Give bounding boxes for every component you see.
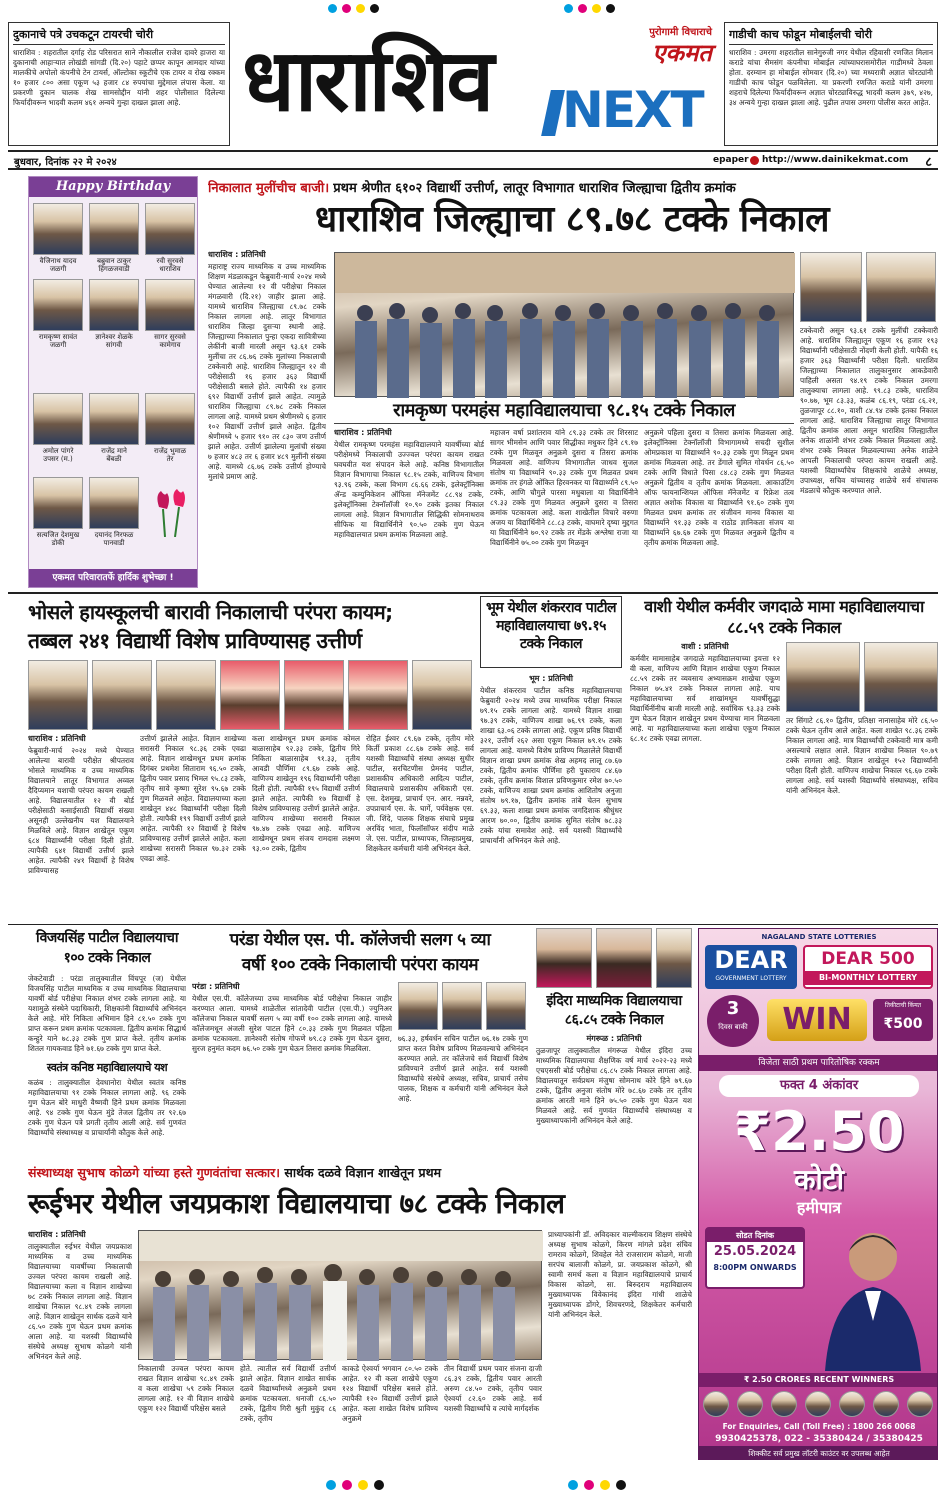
bhosale-col-1-text: फेब्रुवारी-मार्च २०२४ मध्ये घेण्यात आलेल्या बारावी परीक्षेत श्रीपतराव भोसले माध्यमिक व उच्च माध्यमिक विद्यालयाने लातूर विभागात अव्वल दैदिप्यमान यशाची परंपरा कायम राखली आहे. विद्यालयातील १२ वी बोर्ड परीक्षेसाठी कसाईसाठी विद्यार्थी संख्या असूनही उल्लेखनीय यश विद्यालयाने मिळविले आहे. विज्ञान शाखेतून एकूण ६८४ विद्यार्थ्यांनी परीक्षा दिली होती. त्यापैकी ६४१ विद्यार्थी उत्तीर्ण झाले आहेत. त्यापैकी २४१ विद्यार्थी हे विशेष प्राविण्यासह	[28, 746, 134, 875]
lottery-game: DEAR 500	[821, 949, 915, 969]
lottery-game-box	[803, 945, 933, 989]
bhosale-photo-strip	[28, 660, 474, 730]
date-text: बुधवार, दिनांक २२ मे २०२४	[14, 157, 117, 168]
draw-label: सोडत दिनांक	[707, 1229, 803, 1242]
prize-crore: कोटी	[793, 1163, 845, 1196]
registration-mark	[584, 1480, 594, 1490]
days-label: दिवस बाकी	[718, 1023, 748, 1031]
lead-sub-col-3: अनुक्रमे पहिला दुसरा व तिसरा क्रमांक मिळवला आहे. इलेक्ट्रॉनिक्स टेक्नॉलॉजी विभागामध्ये सचदी सुशील ओमप्रकाश या विद्यार्थ्याने ९०.३३ टक्के गुण मिळून प्रथम क्रमांक मिळवला आहे. तर डेंगाले सुमित गोवर्धन ८६.५० टक्के आणि विधाते पिसा ८४.८३ टक्के गुण मिळवत अनुक्रमे द्वितीय व तृतीय क्रमांक मिळवला. आकाउंटिंग ऑफ फायनान्शियल ऑफिस मॅनेजमेंट व रिफ्रेश तत्व अज्ञात अशोक विकास या विद्यार्थ्याने ९१.६० टक्के गुण मिळवत प्रथम क्रमांक तर संजीवन मानव विकास या विद्यार्थ्याने ९१.३३ टक्के व राठोड ज्ञानिकता संजय या विद्यार्थ्याने ६७.६७ टक्के गुण मिळवत अनुक्रमे द्वितीय व तृतीय क्रमांक मिळवला आहे.	[644, 428, 794, 547]
masthead-logo	[238, 20, 712, 150]
registration-mark	[358, 1480, 368, 1490]
left-teaser-body: धाराशिव : शहरातील दर्गाह रोड परिसरात साने नौकालील राजेश दावरे हाजरा या दुकानाची आहाऱ्यात लोखंडी सांगडी (दि.२०) पहाटे छप्पर कापून आमदार यांच्या मालकीचे अपोलो कंपनीचे टेन टायर्स, ऑल्टोका स्कूटीचे एक टायर व रोख रक्कम १० हजार ८०० असा एकूण ५३ हजार ८४ रुपयांचा मुद्देमाल लंपास केला. या प्रकरणी दुकान चालक शेख सामसोद्दीन यांनी शहर पोलीसात दिलेल्या फिर्यादीवरून भादवी कलम ४६१ अन्वये गुन्हा दाखल झाला आहे.	[13, 48, 225, 107]
bhoom-byline: भूम : प्रतिनिधी	[529, 674, 573, 683]
washi-headline: वाशी येथील कर्मवीर जगदाळे मामा महाविद्यालयाचा ८८.५९ टक्के निकाल	[644, 597, 924, 637]
student-photo	[28, 660, 88, 730]
page-number: ८	[925, 155, 932, 170]
bhosale-headline-1: भोसले हायस्कूलची बारावी निकालाची परंपरा कायम;	[28, 600, 393, 624]
indira-headline: इंदिरा माध्यमिक विद्यालयाचा ८६.८५ टक्के निकाल	[546, 993, 682, 1028]
birthday-photo	[89, 393, 139, 445]
indira-portrait-3	[656, 928, 692, 988]
digits-line: फक्त 4 अंकांवर	[719, 1075, 919, 1097]
bhosale-col-2: उत्तीर्ण झालेले आहेत. विज्ञान शाखेच्या सरासरी निकाल ९८.३६ टक्के एवढा आहे. विज्ञान शाखेमधून प्रथम क्रमांक दिगंबर प्रथमेश सिताराम ९६.५० टक्के, द्वितीय पवार प्रसाद भिमल ९५.८३ टक्के, तृतीय सावे कृष्णा सुरेश ९५.६७ टक्के गुण मिळवले आहेत. विद्यालयाच्या कला शाखेतून ४४८ विद्यार्थ्यांनी परीक्षा दिली होती. त्यापैकी १९९ विद्यार्थी उत्तीर्ण झाले आहेत. त्यापैकी १२ विद्यार्थी हे विशेष प्राविण्यासह उत्तीर्ण झालेले आहेत. कला शाखेच्या सरासरी निकाल ९७.३२ टक्के एवढा आहे.	[140, 734, 246, 863]
days-number: 3	[726, 998, 740, 1019]
lead-kicker	[208, 178, 938, 196]
winners-bar: ₹ 2.50 CRORES RECENT WINNERS	[699, 1373, 938, 1387]
bhosale-col-3: कला शाखेमधून प्रथम क्रमांक कोमल बाळासाहेब ९२.३३ टक्के, द्वितीय गिरे निकिता बाळासाहेब ९१.३३, तृतीय आवडी पौर्णिमा ८९.६७ टक्के आहे. वाणिज्य शाखेतून १९६ विद्यार्थ्यांनी परीक्षा दिली होती. त्यापैकी १९५ विद्यार्थी उत्तीर्ण झाले आहेत. त्यापैकी १७ विद्यार्थी हे विशेष प्राविण्यासह उत्तीर्ण झालेले आहेत. वाणिज्य शाखेच्या सरासरी निकाल ९७.४७ टक्के एवढा आहे. वाणिज्य शाखेमधून प्रथम संजय रामदास लक्ष्मण ९३.०० टक्के, द्वितीय	[252, 734, 360, 853]
paranda-col-1-text: येथील एस.पी. कॉलेजच्या उच्च माध्यमिक बोर्ड परीक्षेचा निकाल जाहीर करण्यात आला. यामध्ये शाळेतील सांतादेवी पाटील (एस.पी.) ज्युनिअर कॉलेजचा निकाल यावर्षी सलग ५ व्या वर्षी १०० टक्के लागला आहे. यामध्ये कॉलेजमधून अंजली सुरेश पाटल हिने ८०.३३ टक्के गुण मिळवत पहिला क्रमांक पटकावला. ज्ञानेश्वरी संतोष गोफणे ७९.८३ टक्के गुण घेऊन दुसरा, सुरज हनुमंत कदम ७६.५० टक्के गुण घेऊन तिसरा क्रमांक मिळविला.	[192, 994, 392, 1053]
registration-mark	[374, 1480, 384, 1490]
lottery-name: NAGALAND STATE LOTTERIES	[761, 933, 877, 941]
birthday-photo	[145, 279, 195, 331]
paranda-col-2: ७६.३३, हर्षवर्धन सचिन पाटील ७६.१७ टक्के गुण प्राप्त करत विशेष प्राविण्य मिळवल्याचे अभिनंदन करण्यात आले. तर कॉलेजचे सर्व विद्यार्थी विशेष प्राविण्याने उत्तीर्ण झाले आहेत. सर्व यशस्वी विद्यार्थ्यांचे संस्थेचे अध्यक्ष, सचिव, प्राचार्य तसेच पालक, शिक्षक व कर्मचारी यांनी अभिनंदन केले आहे.	[398, 1034, 528, 1103]
winner-photo	[703, 1391, 729, 1417]
washi-col-1	[630, 642, 780, 920]
registration-mark	[616, 1480, 626, 1490]
winner-photo	[839, 1391, 865, 1417]
birthday-name: रामकृष्ण सावंत जळगी	[38, 333, 78, 349]
registration-mark	[592, 4, 601, 13]
ticket-price-box	[873, 999, 933, 1041]
birthday-name: बब्रुवान ठाकुर हिंगळजवाडी	[97, 257, 131, 273]
website-link[interactable]: http://www.dainikekmat.com	[762, 155, 909, 165]
washi-byline: वाशी : प्रतिनिधी	[681, 642, 729, 651]
draw-box	[705, 1227, 805, 1289]
birthday-photo	[33, 393, 83, 445]
enquiry-line[interactable]: For Enquiries, Call (Toll Free) : 1800 266 0068	[722, 1422, 916, 1431]
lead-portrait-2	[866, 252, 936, 322]
ruibhar-photo-figures	[139, 1231, 543, 1361]
washi-col-2: तर सिंगाटे ८६.१० द्वितीय, प्रतिक्षा नानासाहेब मोरे ८६.५० टक्के घेऊन तृतीय आले आहेत. कला शाखेत ९८.३६ टक्के निकाल लागला आहे. मात्र विद्यार्थ्यांची टक्केवारी मात्र कमी असल्याचे लक्षात आले. विज्ञान शाखेचा निकाल ९०.७९ टक्के लागला आहे. विज्ञान शाखेतून १५२ विद्यार्थ्यांनी परीक्षा दिली होती. वाणिज्य शाखेचा निकाल ९६.६७ टक्के लागला आहे. सर्व यशस्वी विद्यार्थ्यांचे संस्थाध्यक्ष, सचिव यांनी अभिनंदन केले.	[786, 716, 938, 795]
draw-time: 8:00PM ONWARDS	[713, 1263, 797, 1272]
draw-date: 25.05.2024	[713, 1244, 797, 1259]
ruibhar-bottom-col-3: काकडे ऐश्वर्या भगवान ८०.५० टक्के आहेत. १२ वी कला शाखेचे एकूण १२४ विद्यार्थी परिक्षेस बसले होते. त्यापैकी १२० विद्यार्थी उत्तीर्ण झाले आहेत. कला शाखेत विशेष प्राविण्य अनुक्रमे	[342, 1364, 438, 1423]
section-divider	[8, 592, 938, 594]
registration-mark	[606, 4, 615, 13]
dateline-bar	[8, 150, 938, 170]
indira-portrait-2	[596, 928, 652, 988]
birthday-name: ज्ञानेश्वर शेळके सांगवी	[95, 333, 133, 349]
birthday-photo	[89, 203, 139, 255]
vijaysinh-body: जेकटेवाडी : परंडा तालुक्यातील विंचपूर (ज) येथील विजयसिंह पाटील माध्यमिक व उच्च माध्यमिक विद्यालयाचा यावर्षी बोर्ड परीक्षेचा निकाल शंभर टक्के लागला आहे. या यशामुळे संस्थेने पदाधिकारी, शिक्षकांनी विद्यार्थ्यांचे अभिनंदन केले आहे. मोरे निकिता अभिमान हिने ८१.५० टक्के गुण प्राप्त करून प्रथम क्रमांक पटकावला. द्वितीय क्रमांक सिद्धार्थ कन्हुरे याने ७८.३३ टक्के गुण प्राप्त केले. तृतीय क्रमांक शितल गायकवाड हिने ७१.६७ टक्के गुण प्राप्त केले.	[28, 974, 186, 1053]
lead-sub-col-1	[334, 428, 484, 588]
registration-mark	[326, 1480, 336, 1490]
winners-strip	[703, 1389, 935, 1419]
ruibhar-bottom-col-4: तीन विद्यार्थी प्रथम पवार संजना दाजी ८६.३९ टक्के, द्वितीय पवार आरती अरुण ८४.५० टक्के, तृतीय पवार ऐश्वर्या ८२.६० टक्के आहे. सर्व यशस्वी विद्यार्थ्यांचे व त्यांचे मार्गदर्शक	[444, 1364, 542, 1413]
lead-kicker-text: प्रथम श्रेणीत ६१०२ विद्यार्थी उत्तीर्ण, लातूर विभागात धाराशिव जिल्ह्याचा द्वितीय क्रमांक	[333, 181, 736, 196]
registration-mark	[342, 1480, 352, 1490]
birthday-name: वैजिनाथ यादव जळगी	[39, 257, 77, 273]
phones-line[interactable]: 9930425378, 022 - 35380424 / 35380425	[715, 1434, 923, 1444]
paranda-col-1	[192, 982, 392, 1158]
celebrity-figure	[811, 1221, 935, 1371]
prize-guarantee: हमीपात्र	[796, 1198, 842, 1217]
washi-portrait-1	[786, 642, 860, 712]
right-teaser-box	[724, 22, 938, 146]
epaper-label: epaper	[713, 155, 749, 165]
paranda-headline-1: परंडा येथील एस. पी. कॉलेजची सलग ५ व्या	[229, 930, 491, 950]
birthday-photo	[145, 203, 195, 255]
group-photo-figures	[335, 253, 795, 398]
ruibhar-bottom-col-2: होते. त्यातील सर्व विद्यार्थी उत्तीर्ण झाले आहेत. विज्ञान शाखेत सार्थक दळवे विद्यार्थ्यांमध्ये अनुक्रमे प्रथम क्रमांक पटकावला. धनाजी ८६.५० टक्के, द्वितीय गिरी श्रुती मुकुंद ८६ टक्के, तृतीय	[240, 1364, 336, 1423]
lottery-game-sub: BI-MONTHLY LOTTERY	[805, 971, 931, 985]
lottery-ad[interactable]	[698, 928, 938, 1460]
next-text: NEXT	[562, 81, 703, 139]
ruibhar-byline: धाराशिव : प्रतिनिधी	[28, 1230, 86, 1239]
days-badge	[707, 995, 759, 1047]
ruibhar-group-photo	[138, 1230, 542, 1360]
vijaysinh-body-2: कळंब : तालुक्यातील देवधानोरा येथील स्वतंत्र कनिष्ठ महाविद्यालयाचा ९१ टक्के निकाल लागला आहे. ९६ टक्के गुण घेऊन बोरे माधुरी वैष्णवी हिने प्रथम क्रमांक मिळवला आहे. ९४ टक्के गुण घेऊन मुंडे तेजल द्वितीय तर ९२.६७ टक्के गुण घेऊन पत्रे प्रगती तृतीय आली आहे. सर्व गुणवंत विद्यार्थ्यांचे संस्थाध्यक्ष व प्राचार्यांनी कौतुक केले आहे.	[28, 1078, 186, 1137]
brand-name: एकमत	[652, 39, 712, 67]
vijaysinh-headline: विजयसिंह पाटील विद्यालयाचा १०० टक्के निकाल	[35, 930, 179, 966]
ruibhar-bottom-col-1: निकालाची उज्वल परंपरा कायम राखत विज्ञान शाखेचा ९८.४९ टक्के व कला शाखेचा ५९ टक्के निकाल लागला आहे. १२ वी विज्ञान शाखेचे एकूण १२२ विद्यार्थी परिक्षेस बसले	[138, 1364, 234, 1413]
lead-byline: धाराशिव : प्रतिनिधी	[208, 250, 266, 259]
paranda-portrait-3	[486, 982, 526, 1030]
student-photo	[220, 660, 280, 730]
winner-photo	[737, 1391, 763, 1417]
birthday-panel	[28, 176, 198, 588]
registration-mark	[370, 4, 379, 13]
registration-mark	[356, 4, 365, 13]
lottery-brand: DEAR	[714, 946, 788, 974]
globe-icon	[750, 156, 759, 165]
paranda-byline: परंडा : प्रतिनिधी	[192, 982, 240, 991]
birthday-name: राजेंद्र माने बेंबळी	[101, 447, 127, 463]
student-photo	[92, 660, 152, 730]
registration-mark	[342, 4, 351, 13]
lead-col-1-text: महाराष्ट्र राज्य माध्यमिक व उच्च माध्यमिक शिक्षण मंडळाकडून फेब्रुवारी-मार्च २०२४ मध्ये घेण्यात आलेल्या १२ वी परीक्षेचा निकाल मंगळवारी (दि.२१) जाहीर झाला आहे. यामध्ये धाराशिव जिल्ह्याचा ८९.७८ टक्के निकाल लागला आहे. लातूर विभागात धाराशिव जिल्हा दुसऱ्या स्थानी आहे. जिल्ह्याच्या निकालात पुन्हा एकदा सावित्रीच्या लेकींनी बाजी मारली असून ९३.६१ टक्के मुलींचा तर ८६.७६ टक्के मुलांच्या निकालाची टक्केवारी आहे. धाराशिव जिल्ह्यातून १२ वी परीक्षेसाठी १६ हजार ३६३ विद्यार्थी परीक्षेसाठी बसले होते. त्यापैकी १४ हजार ६९२ विद्यार्थी उत्तीर्ण झाले आहेत. त्यामुळे धाराशिव जिल्ह्याचा ८९.७८ टक्के निकाल लागला आहे. यामध्ये प्रथम श्रेणीमध्ये ६ हजार १०२ विद्यार्थी उत्तीर्ण झाले आहेत. द्वितीय श्रेणीमध्ये ५ हजार ९१० तर ८३० जण उत्तीर्ण झाले आहेत. उत्तीर्ण झालेल्या मुलांची संख्या ७ हजार ४८३ तर ६ हजार ४८९ मुलींनी संख्या आहे. यामध्ये ८६.७६ टक्के उत्तीर्ण होण्याचे मुलांचे प्रमाण आहे.	[208, 262, 326, 481]
indira-body	[536, 1034, 692, 1158]
registration-mark	[600, 1480, 610, 1490]
prize-line: विजेता साठी प्रथम पारितोषिक रक्कम	[699, 1055, 938, 1071]
bhosale-col-4: रोहित ईश्वर ८९.६७ टक्के, तृतीय मोरे किर्ती प्रकाश ८८.६७ टक्के आहे. सर्व यशस्वी विद्यार्थ्यांचे संस्था अध्यक्ष सुधीर पाटील, सरचिटणीस प्रेमनंद पाटील, प्रशासकीय अधिकारी आदित्य पाटील, विद्यालयाचे प्रशासकीय अधिकारी एस. एस. देशमुख, प्राचार्य एन. आर. नन्नवरे, उपप्राचार्य एस. के. घार्गे, पर्यवेक्षक एस. जी. शिंदे, पालक शिक्षक संघाचे प्रमुख अरविंद भाता, फिलॉसॉफर संदीप माळे जे. एस. पाटील, प्राध्यापक, जिल्हाप्रमुख, शिक्षकेतर कर्मचारी यांनी अभिनंदन केले.	[366, 734, 474, 853]
ticket-price: ₹500	[883, 1016, 923, 1032]
winner-photo	[771, 1391, 797, 1417]
vijaysinh-subhead: स्वतंत्र कनिष्ठ महाविद्यालयाचे यश	[46, 1061, 168, 1074]
registration-mark	[578, 4, 587, 13]
ruibhar-kicker-red: संस्थाध्यक्ष सुभाष कोळगे यांच्या हस्ते गुणवंतांचा सत्कार।	[28, 1165, 281, 1180]
bhosale-col-1	[28, 734, 134, 920]
birthday-photo	[89, 279, 139, 331]
birthday-photo	[145, 393, 195, 445]
birthday-header: Happy Birthday	[29, 177, 197, 197]
ruibhar-col-1	[28, 1230, 132, 1458]
bhoom-body-text: येथील शंकरराव पाटील कनिष्ठ महाविद्यालयाचा फेब्रुवारी २०२४ मध्ये उच्च माध्यमिक परीक्षा निकाल ७९.१५ टक्के लागला आहे. यामध्ये विज्ञान शाखा ९७.३९ टक्के, वाणिज्य शाखा ७६.९९ टक्के, कला शाखा ६३.०६ टक्के लागला आहे. एकूण प्रविष्ठ विद्यार्थी ३२१, उत्तीर्ण २६२ असा एकूण निकाल ७९.१५ टक्के लागला आहे. यामध्ये विशेष प्राविण्य मिळालेले विद्यार्थी विज्ञान शाखा प्रथम क्रमांक शेख अहमद लालू ८७.६७ टक्के, द्वितीय क्रमांक पौर्णिमा हरी पुकाराय ८४.६७ टक्के, तृतीय क्रमांक विशाल प्रविणकुमार रमेश ७०.५० टक्के, वाणिज्य शाखा प्रथम क्रमांक आशितोष अनुजा संतोष ७९.१७, द्वितीय क्रमांक तांबे चेतन सुभाष ६९.३३, कला शाखा प्रथम क्रमांक जगदिशाक श्रीधुंधर आरण ७०.००, द्वितीय क्रमांक सुमित संतोष ७८.३३ टक्के यांचा समावेश आहे. सर्व यशस्वी विद्यार्थ्यांचे प्राचार्यांनी अभिनंदन केले आहे.	[480, 686, 622, 845]
ticket-label: तिकीटाची किंमत	[884, 1002, 922, 1009]
lead-sub-col-2: महाजन वर्षा प्रशांतराव यांने ८९.३३ टक्के तर शिरसाट सागर भीमसेन आणि पवार सिद्धीका मधुकर हिने ८९.१७ टक्के गुण मिळवून अनुक्रमे दुसरा व तिसरा क्रमांक मिळवला आहे. वाणिज्य विभागातील जाधव सुजल संतोष या विद्यार्थ्याने ९०.३३ टक्के गुण मिळवत प्रथम क्रमांक तर हंगळे ओंकित हिरवनकर या विद्यार्थ्याने ८९.५० टक्के, आणि चौगुले पारसा मधुबाला या विद्यार्थिनीने ८९.३३ टक्के गुण मिळवत अनुक्रमे दुसरा व तिसरा क्रमांक पटकावला आहे. कला शाखेतील विचारे वरुणा अजय या विद्यार्थिनीने ८८.८३ टक्के, वाघमारे दृष्या मुद्दगत या विद्यार्थिनीने ७०.९२ टक्के तर मेंडके अश्लेषा राजा या विद्यार्थिनीने ७५.०० टक्के गुण मिळवून	[490, 428, 638, 547]
lead-right-col: टक्केवारी असून ९३.६१ टक्के मुलींची टक्केवारी आहे. धाराशिव जिल्ह्यातून एकूण १६ हजार १९३ विद्यार्थ्यांनी परीक्षेसाठी नोंदणी केली होती. यापैकी १६ हजार ३६३ विद्यार्थ्यांनी परीक्षा दिली. धाराशिव जिल्ह्याच्या निकालात तालुकानुसार आकडेवारी पाहिली असता ९४.१९ टक्के निकाल उमरगा तालुक्याचा लागला आहे. ९९.८३ टक्के, धाराशिव ९०.७७, भूम ८३.३३, कळंब ८६.१९, परंडा ८६.२१, तुळजापूर ८८.१०, वाशी ८४.९४ टक्के इतका निकाल लागला आहे. धाराशिव जिल्ह्याचा लातूर विभागात द्वितीय क्रमांक आला असून धाराशिव जिल्ह्यातील अनेक शाळांनी शंभर टक्के निकाल मिळवला आहे. शंभर टक्के निकाल मिळवल्याच्या अनेक शाळेने आपली निकालाची परंपरा कायम राखली आहे. यशस्वी विद्यार्थ्यांचेच शिक्षकांचे शाळेचे अध्यक्ष, उपाध्यक्ष, सचिव यांच्यासह शाळेचे सर्व संचालक मंडळाचे कौतुक करण्यात आले.	[800, 326, 938, 495]
tulip-icon	[149, 487, 193, 537]
indira-byline: मंगरूळ : प्रतिनिधी	[586, 1034, 642, 1043]
ruibhar-kicker	[28, 1164, 692, 1182]
student-photo	[412, 660, 472, 730]
bhosale-byline: धाराशिव : प्रतिनिधी	[28, 734, 86, 743]
birthday-name: सत्यजित देशमुख डोकी	[36, 531, 80, 547]
right-teaser-title: गाडीची काच फोडून मोबाईलची चोरी	[729, 27, 933, 45]
registration-mark	[328, 4, 337, 13]
bhoom-body	[480, 674, 622, 920]
lead-portrait-1	[800, 252, 862, 322]
birthday-photo	[33, 279, 83, 331]
student-photo	[284, 660, 344, 730]
ruibhar-kicker-text: सार्थक दळवे विज्ञान शाखेतून प्रथम	[284, 1165, 442, 1180]
paranda-portrait-1	[398, 982, 438, 1030]
ruibhar-right-col: प्राध्यापकांनी डॉ. अविदकार वाल्मीकराव शिक्षण संस्थेचे अध्यक्ष सुभाष कोळगे, किरण मांगले प्रदेश संचिव रामराव कोळगे, शिवहेल नेते राजसाराम कोळगे, माजी सरपंच बालाजी कोळगे, प्रा. जयप्रकाश कोळगे, श्री स्वामी समर्थ कला व विज्ञान महाविद्यालयाचे प्राचार्य विकास कोळगे, सा. बिरुदराय महाविद्यालय मुख्याध्यापक विवेकानंद इंदिरा गांधी शाळेचे मुख्याध्यापक डोंगरे, शिवचरणदे, शिक्षकेतर कर्मचारी यांनी अभिनंदन केले.	[548, 1230, 692, 1319]
ad-footer: शिक्कीट सर्व प्रमुख लॉटरी काउंटर वर उपलब्ध आहेत	[699, 1446, 938, 1460]
birthday-photo	[33, 203, 83, 255]
lead-photo-caption: रामकृष्ण परमहंस महाविद्यालयाचा ९८.१५ टक्के निकाल	[334, 398, 794, 424]
birthday-name: सागर सुरवसे कामेगाव	[154, 333, 186, 349]
winner-photo	[907, 1391, 933, 1417]
birthday-name: दयानंद निरफळ पानवाडी	[94, 531, 134, 547]
indira-portrait-1	[536, 928, 592, 988]
birthday-name: रवी सुरवसे धाराशिव	[156, 257, 184, 273]
lead-sub-byline: धाराशिव : प्रतिनिधी	[334, 428, 392, 437]
winner-photo	[805, 1391, 831, 1417]
left-teaser-title: दुकानाचे पत्रे उचकटून टायरची चोरी	[13, 27, 225, 45]
indira-body-text: तुळजापूर तालुक्यातील मंगरूळ येथील इंदिरा उच्च माध्यमिक विद्यालयाचा शैक्षणिक वर्ष मार्च २०२२-२३ मध्ये एचएससी बोर्ड परीक्षेचा ८६.८५ टक्के निकाल लागला आहे. विद्यालयातून सर्वप्रथम मंजुषा सोमनाथ कोरे हिने ७९.६७ टक्के, द्वितीय अनुजा संतोष मोरे ७८.६७ टक्के तर तृतीय क्रमांक आरती माने हिने ७५.५० टक्के गुण घेऊन यश मिळवले आहे. सर्व गुणवंत विद्यार्थ्यांचे संस्थाध्यक्ष व मुख्याध्यापकांनी अभिनंदन केले आहे.	[536, 1046, 692, 1125]
prize-amount: ₹2.50	[733, 1100, 905, 1163]
paranda-portrait-2	[442, 982, 482, 1030]
ruibhar-headline: रूईभर येथील जयप्रकाश विद्यालयाचा ७८ टक्के निकाल	[28, 1187, 565, 1220]
student-photo	[348, 660, 408, 730]
bhoom-headline: भूम येथील शंकरराव पाटील महाविद्यालयाचा ७९.१५ टक्के निकाल	[480, 596, 622, 668]
right-teaser-body: धाराशिव : उमरगा शहरातील सानेगुरुजी नगर येथील रहिवासी रणजित मिलान कराडे यांचा सैमसंग कंपनीचा मोबाईल त्यांच्याघरासमोरील गाडीमध्ये ठेवला होता. दरम्यान हा मोबाईल सोमवार (दि.२०) च्या मध्यरात्री अज्ञात चोरट्यांनी गाडीची काच फोडून पळविलेला. या प्रकरणी रणजित कराडे यांनी उमरगा शहराचे दिलेल्या फिर्यादीवरून अज्ञात चोरट्याविरुद्ध भादवी कलम ३७९, ४२७, ३४ अन्वये गुन्हा दाखल झाला आहे. पुढील तपास उमरगा पोलीस करत आहेत.	[729, 48, 933, 107]
winner-photo	[873, 1391, 899, 1417]
lottery-brand-sub: GOVERNMENT LOTTERY	[715, 975, 787, 982]
birthday-name: राजेंद्र भुमाळ तेर	[153, 447, 187, 463]
washi-portrait-2	[864, 642, 938, 712]
ruibhar-col-1-text: तालुक्यातील रुईभर येथील जयप्रकाश माध्यमिक व उच्च माध्यमिक विद्यालयाच्या यावर्षीच्या निकालाची उज्वल परंपरा कायम राखली आहे. विद्यालयाच्या कला व विज्ञान शाखेच्या ७८ टक्के निकाल लागला आहे. विज्ञान शाखेचा निकाल ९८.४९ टक्के लागला आहे. विज्ञान शाखेतून सार्थक दळवे याने ८६.५० टक्के गुण घेऊन प्रथम क्रमांक आला आहे. या यशस्वी विद्यार्थ्यांचे संस्थेचे अध्यक्ष सुभाष कोळगे यांनी अभिनंदन केले आहे.	[28, 1242, 132, 1361]
left-teaser-box	[8, 22, 230, 146]
next-logo	[546, 82, 704, 138]
student-photo	[156, 660, 216, 730]
birthday-photo	[89, 477, 139, 529]
win-badge: WIN	[767, 999, 867, 1041]
lead-headline: धाराशिव जिल्ह्याचा ८९.७८ टक्के निकाल	[314, 199, 829, 240]
birthday-name: अमोल पांगरे उपसर (म.)	[42, 447, 74, 463]
lead-sub-col-1-text: येथील रामकृष्ण परमहंस महाविद्यालयाने यावर्षीच्या बोर्ड परीक्षेमध्ये निकालाची उज्ज्वल परंपरा कायम राखत घवघवीत यश संपादन केले आहे. कनिष्ठ विभागातील विज्ञान विभागाचा निकाल ९८.१५ टक्के, वाणिज्य विभाग ९३.९६ टक्के, कला विभाग ८६.६६ टक्के, इलेक्ट्रॉनिक्स ॲन्ड कम्युनिकेशन ऑफिस मॅनेजमेंट ८८.९४ टक्के, इलेक्ट्रॉनिक्स टेक्नॉलॉजी १०.९० टक्के इतका निकाल लागला आहे. विज्ञान विभागातील सिद्धिकी सोमनाथराव सीफिक या विद्यार्थिनीने ९०.५० टक्के गुण घेऊन महाविद्यालयात प्रथम क्रमांक मिळवला आहे.	[334, 440, 484, 539]
section-divider	[8, 924, 938, 925]
bhosale-headline-2: तब्बल २४१ विद्यार्थी विशेष प्राविण्यासह उत्तीर्ण	[28, 629, 362, 653]
lottery-brand-box	[705, 945, 797, 989]
birthday-footer: एकमत परिवारातर्फे हार्दिक शुभेच्छा !	[29, 569, 197, 587]
birthday-grid	[29, 197, 199, 569]
brand-tag: पुरोगामी विचाराचे	[649, 27, 712, 38]
lead-kicker-red: निकालात मुलींचीच बाजी।	[208, 181, 330, 196]
birthday-photo	[33, 477, 83, 529]
lead-col-1	[208, 250, 326, 588]
lead-group-photo	[334, 252, 794, 397]
paranda-headline-2: वर्षी १०० टक्के निकालाची परंपरा कायम	[241, 955, 479, 975]
registration-mark	[564, 4, 573, 13]
masthead-title: धाराशिव	[242, 31, 492, 131]
registration-mark	[568, 1480, 578, 1490]
washi-col-1-text: कर्मवीर मामासाहेब जगदाळे महाविद्यालयाच्या इयत्ता १२ वी कला, वाणिज्य आणि विज्ञान शाखेचा एकूण निकाल ८८.५९ टक्के तर व्यवसाय अभ्यासक्रम शाखेचा एकूण निकाल ७५.४१ टक्के निकाल लागला आहे. याच महाविद्यालयाच्या सर्व शाखांमधून यावर्षीसुद्धा विद्यार्थिनींनीच बाजी मारली आहे. सर्वाधिक ९३.३३ टक्के गुण घेऊन विज्ञान शाखेतून प्रथम येण्याचा मान मिळवला आहे. या महाविद्यालयाच्या कला शाखेचा एकूण निकाल ६८.१८ टक्के एवढा लागला.	[630, 654, 780, 743]
